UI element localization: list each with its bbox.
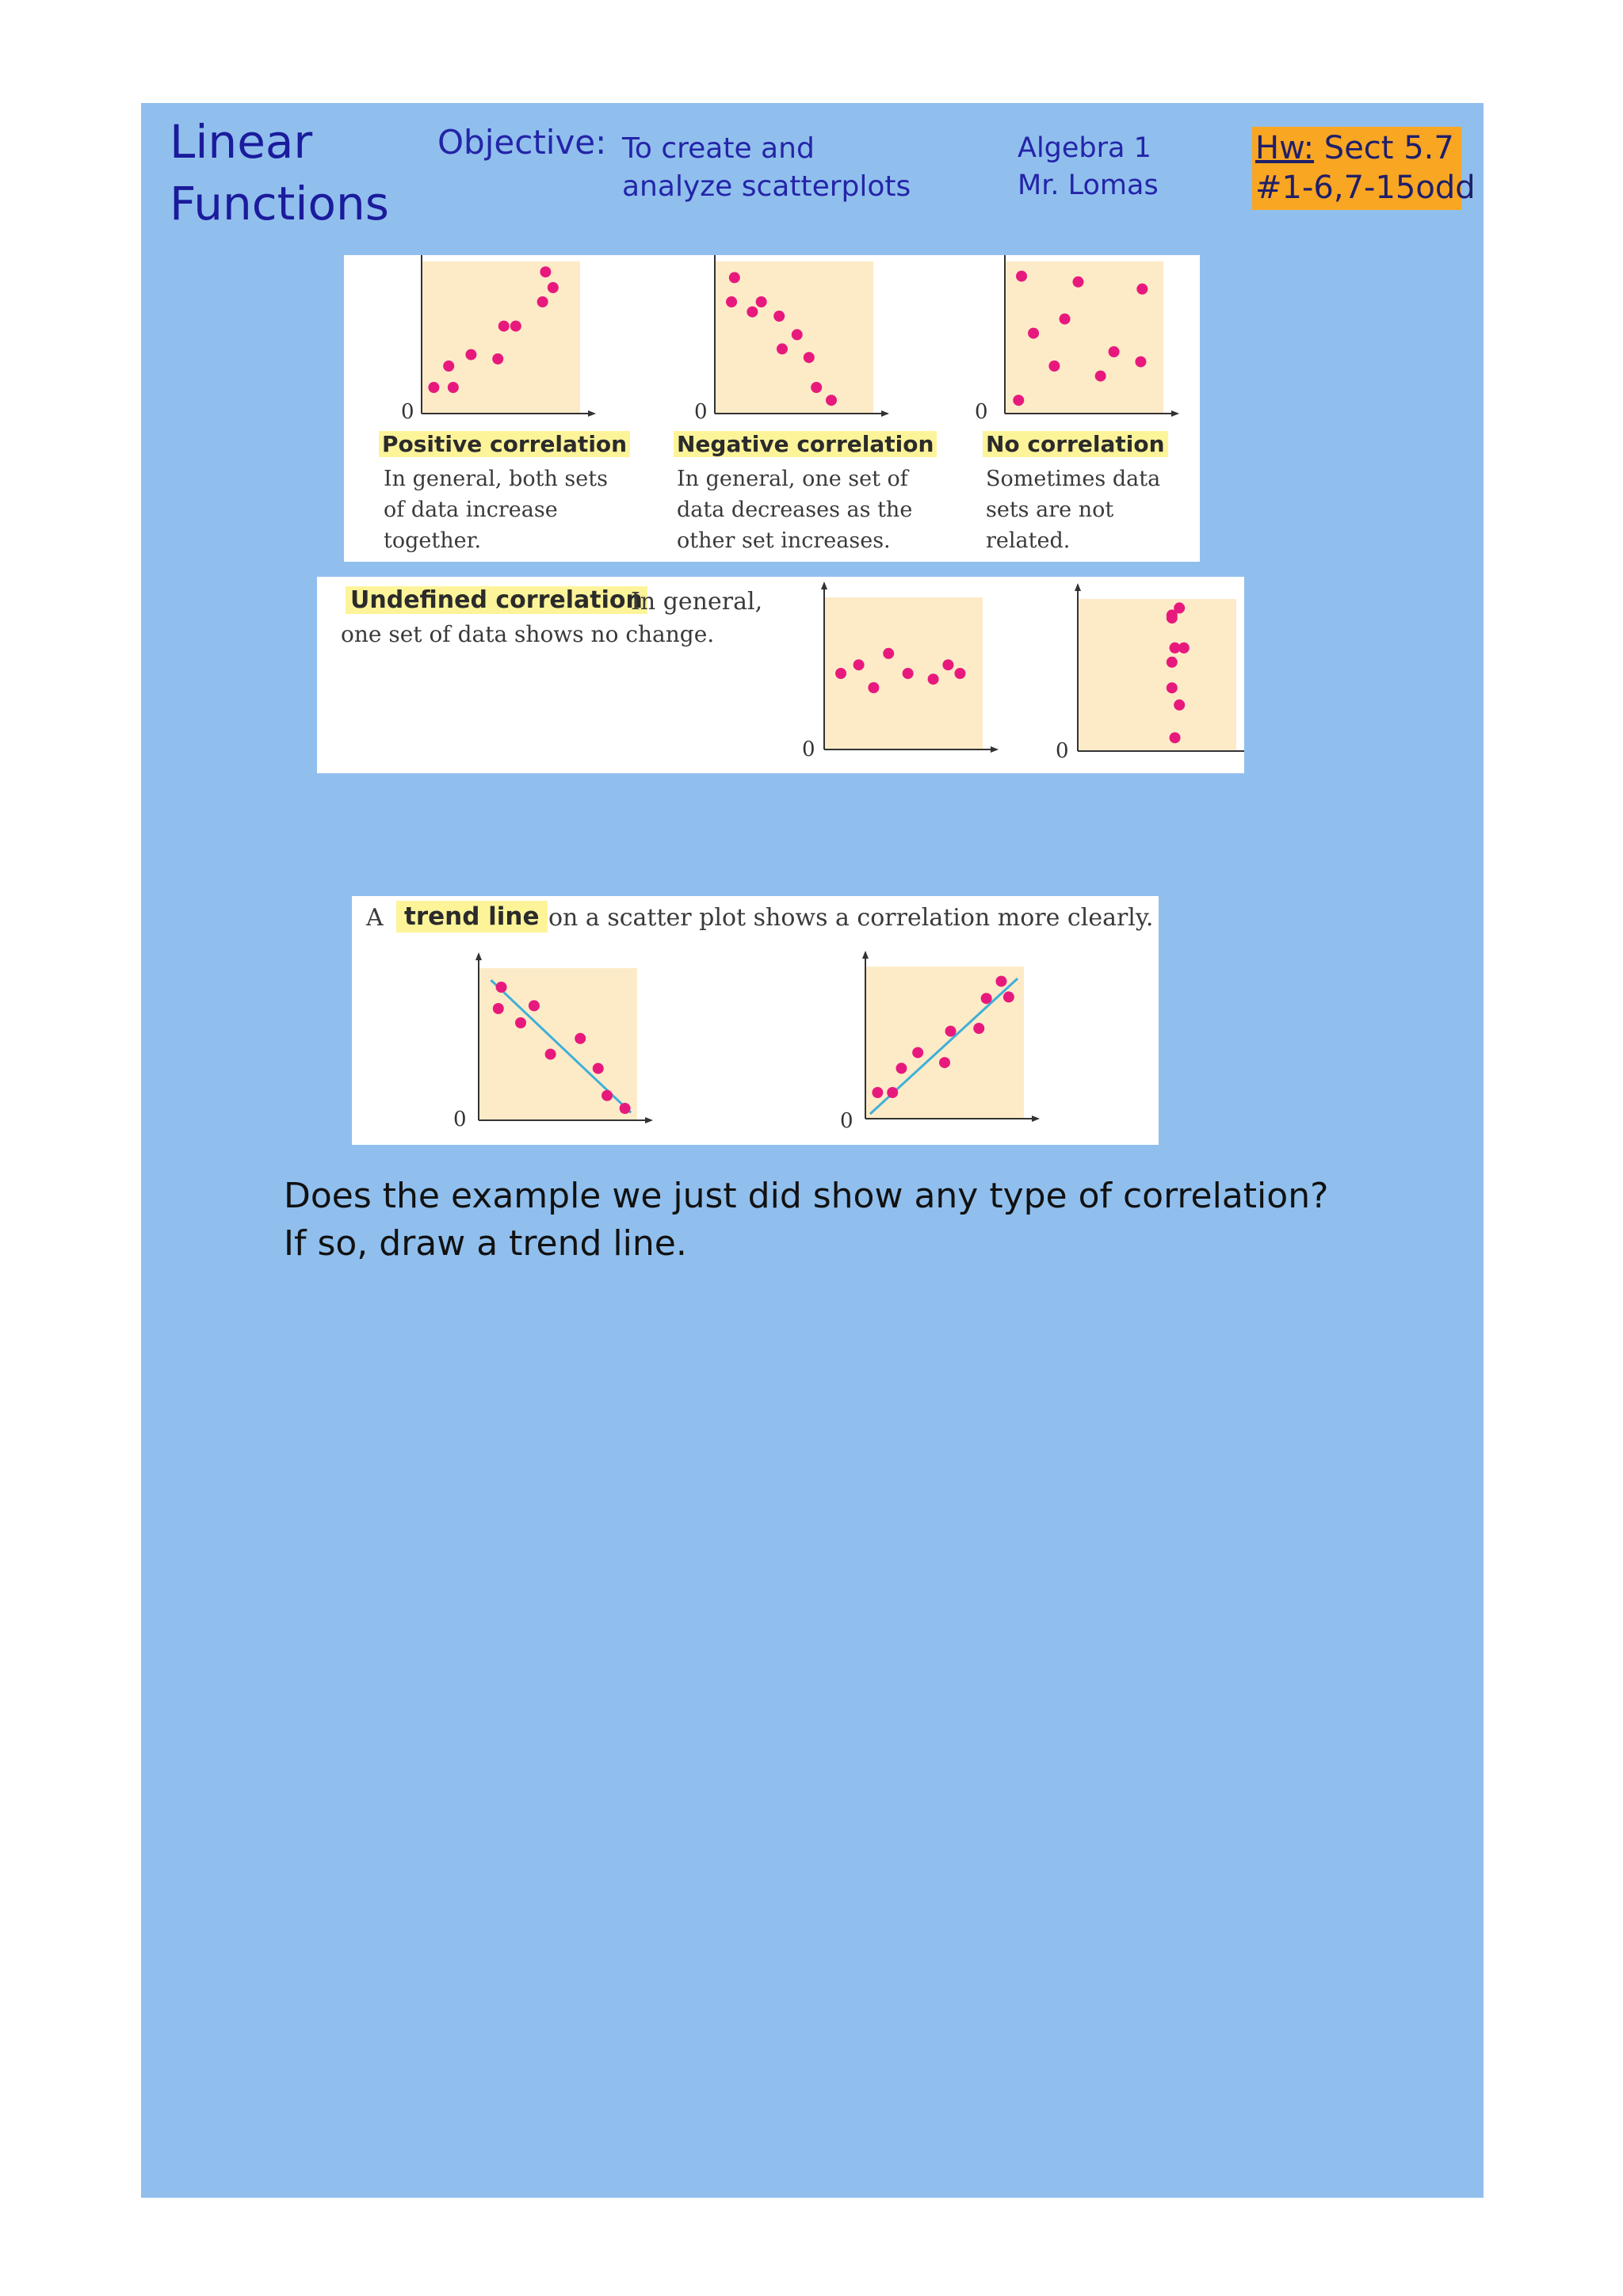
negative-correlation-description: In general, one set of data decreases as the other set increases.: [677, 467, 913, 553]
data-point: [537, 296, 548, 307]
data-point: [981, 993, 992, 1004]
data-point: [826, 395, 837, 406]
data-point: [1048, 360, 1060, 372]
data-point: [575, 1033, 586, 1044]
no-correlation-label: No correlation: [983, 431, 1168, 457]
data-point: [973, 1023, 984, 1034]
y-axis-arrow: [1075, 583, 1081, 591]
data-point: [854, 659, 865, 670]
data-point: [465, 349, 476, 360]
y-axis-arrow: [862, 951, 869, 959]
data-point: [1060, 314, 1071, 325]
data-point: [777, 343, 788, 354]
undefined-correlation-label: Undefined correlation: [346, 586, 647, 614]
data-point: [443, 360, 454, 372]
page-title: Linear Functions: [170, 115, 389, 231]
data-point: [1013, 395, 1024, 406]
negative-correlation-label: Negative correlation: [674, 431, 937, 457]
data-point: [1135, 357, 1146, 368]
origin-label: 0: [975, 400, 988, 424]
course-info: Algebra 1 Mr. Lomas: [1018, 132, 1159, 201]
data-point: [868, 682, 879, 693]
question-text: Does the example we just did show any type of correlation? If so, draw a trend line.: [284, 1176, 1329, 1264]
data-point: [773, 311, 785, 322]
homework-problems: #1-6,7-15odd: [1255, 170, 1476, 206]
data-point: [1170, 732, 1181, 743]
data-point: [493, 1003, 504, 1014]
objective-label: Objective:: [437, 123, 607, 162]
data-point: [510, 321, 521, 332]
data-point: [448, 382, 459, 393]
data-point: [593, 1063, 604, 1074]
data-point: [601, 1090, 613, 1101]
origin-label: 0: [453, 1108, 467, 1131]
data-point: [1174, 700, 1185, 711]
data-point: [1167, 657, 1178, 668]
plot-positive: [418, 255, 596, 417]
data-point: [496, 982, 507, 993]
data-point: [726, 296, 737, 307]
y-axis-arrow: [821, 582, 827, 589]
undefined-correlation-text: In general,: [631, 588, 763, 616]
data-point: [896, 1062, 907, 1074]
x-axis-arrow: [645, 1117, 653, 1123]
trend-line-prefix: A: [366, 904, 384, 932]
homework-label: Hw:: [1255, 130, 1315, 166]
origin-label: 0: [1056, 739, 1069, 763]
trend-line-panel: [352, 896, 1159, 1145]
data-point: [1170, 643, 1181, 654]
origin-label: 0: [694, 400, 708, 424]
data-point: [883, 648, 894, 659]
y-axis-arrow: [475, 952, 482, 960]
data-point: [492, 353, 503, 364]
x-axis-arrow: [588, 410, 596, 417]
data-point: [1003, 991, 1014, 1002]
data-point: [928, 673, 939, 685]
data-point: [515, 1017, 526, 1028]
data-point: [1167, 682, 1178, 693]
data-point: [1072, 277, 1083, 288]
data-point: [792, 329, 803, 340]
trend-line-label: trend line: [396, 901, 548, 933]
data-point: [428, 382, 439, 393]
data-point: [529, 1000, 540, 1011]
x-axis-arrow: [1171, 410, 1179, 417]
data-point: [1136, 284, 1148, 295]
data-point: [1174, 602, 1185, 613]
undefined-correlation-text-line2: one set of data shows no change.: [341, 621, 715, 647]
trend-line-text: on a scatter plot shows a correlation more clearly.: [548, 904, 1154, 932]
origin-label: 0: [401, 400, 414, 424]
x-axis-arrow: [1032, 1116, 1040, 1122]
plot-trend-negative: [475, 952, 653, 1123]
data-point: [498, 321, 510, 332]
positive-correlation-label: Positive correlation: [379, 431, 630, 457]
x-axis-arrow: [991, 746, 999, 753]
data-point: [540, 266, 551, 277]
data-point: [903, 668, 914, 679]
plot-undefined-horizontal: [821, 582, 999, 753]
data-point: [756, 296, 767, 307]
homework-box: [1252, 127, 1476, 210]
plot-trend-positive: [862, 951, 1040, 1122]
data-point: [747, 307, 758, 318]
plot-undefined-vertical: [1075, 583, 1244, 754]
data-point: [729, 272, 740, 283]
data-point: [804, 352, 815, 363]
undefined-correlation-panel: [317, 577, 1244, 773]
data-point: [995, 976, 1006, 987]
data-point: [1167, 612, 1178, 624]
data-point: [1028, 328, 1039, 339]
data-point: [912, 1047, 923, 1058]
data-point: [872, 1087, 883, 1098]
data-point: [945, 1026, 957, 1037]
positive-correlation-description: In general, both sets of data increase together.: [384, 467, 608, 553]
origin-label: 0: [802, 738, 815, 761]
data-point: [939, 1057, 950, 1068]
plot-negative: [712, 255, 889, 417]
plot-area: [1078, 599, 1236, 751]
data-point: [887, 1087, 898, 1098]
no-correlation-description: Sometimes data sets are not related.: [986, 467, 1161, 553]
data-point: [1095, 371, 1106, 382]
trend-plots-svg: [352, 896, 1159, 1145]
objective-text: To create and analyze scatterplots: [622, 132, 911, 203]
data-point: [620, 1103, 631, 1114]
data-point: [942, 659, 953, 670]
plot-none: [1002, 255, 1179, 417]
x-axis-arrow: [881, 410, 889, 417]
data-point: [835, 668, 846, 679]
origin-label: 0: [840, 1109, 854, 1133]
data-point: [811, 382, 822, 393]
data-point: [1109, 346, 1120, 357]
data-point: [548, 282, 559, 293]
data-point: [954, 668, 965, 679]
data-point: [1016, 271, 1027, 282]
correlation-types-panel: [344, 255, 1200, 562]
homework-section: Sect 5.7: [1314, 130, 1454, 166]
data-point: [545, 1049, 556, 1060]
